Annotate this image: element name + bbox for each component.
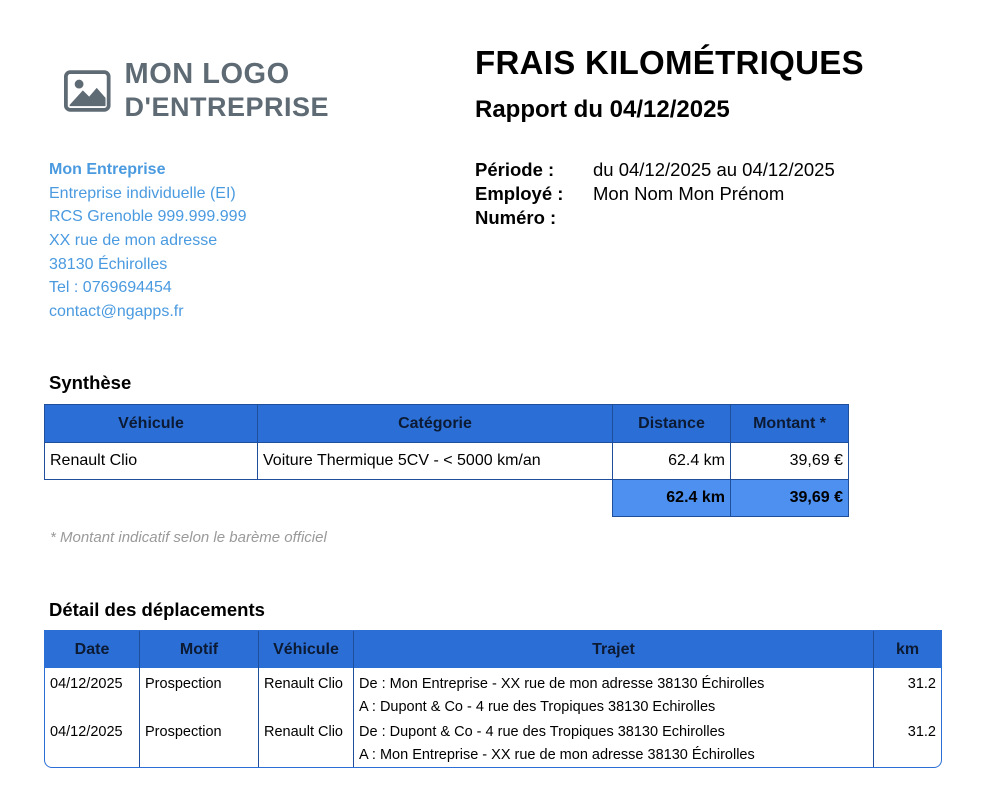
cell-vehicle: Renault Clio xyxy=(45,443,258,480)
col-vehicle: Véhicule xyxy=(45,405,258,443)
company-logo xyxy=(64,56,329,126)
info-label: Employé : xyxy=(475,183,564,204)
col-route: Trajet xyxy=(354,631,874,668)
col-distance: Distance xyxy=(613,405,731,443)
summary-note: * Montant indicatif selon le barème officiel xyxy=(50,529,327,546)
detail-heading: Détail des déplacements xyxy=(49,599,265,620)
table-row xyxy=(45,443,849,480)
cell-amount: 39,69 € xyxy=(731,443,849,480)
report-info xyxy=(475,158,835,230)
route-from: De : Dupont & Co - 4 rue des Tropiques 38130 Echirolles xyxy=(359,724,725,740)
cell-motif: Prospection xyxy=(140,668,259,722)
col-vehicle: Véhicule xyxy=(259,631,354,668)
info-label: Période : xyxy=(475,159,555,180)
cell-route xyxy=(354,722,874,768)
table-row xyxy=(45,668,941,722)
cell-motif: Prospection xyxy=(140,722,259,768)
cell-km: 31.2 xyxy=(907,676,936,692)
logo-line-2: D'ENTREPRISE xyxy=(124,92,329,122)
logo-text xyxy=(125,58,329,124)
company-rcs: RCS Grenoble 999.999.999 xyxy=(49,208,247,226)
detail-table xyxy=(45,631,941,768)
cell-vehicle: Renault Clio xyxy=(259,668,354,722)
total-distance: 62.4 km xyxy=(613,480,731,517)
cell-date: 04/12/2025 xyxy=(45,722,140,768)
company-phone: Tel : 0769694454 xyxy=(49,279,172,297)
blank-cell xyxy=(258,480,613,517)
company-legal-form: Entreprise individuelle (EI) xyxy=(49,184,236,202)
summary-table xyxy=(44,404,849,517)
company-name: Mon Entreprise xyxy=(49,161,166,178)
table-row xyxy=(45,722,941,768)
company-details xyxy=(49,158,246,324)
company-city: 38130 Échirolles xyxy=(49,255,168,273)
info-number xyxy=(475,206,835,230)
cell-category: Voiture Thermique 5CV - < 5000 km/an xyxy=(258,443,613,480)
image-placeholder-icon xyxy=(64,58,111,124)
total-row xyxy=(45,480,849,517)
company-email: contact@ngapps.fr xyxy=(49,303,184,321)
detail-table-container xyxy=(44,630,942,768)
cell-km: 31.2 xyxy=(907,724,936,740)
col-date: Date xyxy=(45,631,140,668)
col-motif: Motif xyxy=(140,631,259,668)
col-km: km xyxy=(874,631,942,668)
cell-distance: 62.4 km xyxy=(613,443,731,480)
company-street: XX rue de mon adresse xyxy=(49,232,218,250)
col-amount: Montant * xyxy=(731,405,849,443)
info-employee xyxy=(475,182,835,206)
info-label: Numéro : xyxy=(475,207,557,228)
report-title: FRAIS KILOMÉTRIQUES xyxy=(475,44,864,81)
total-amount: 39,69 € xyxy=(731,480,849,517)
route-from: De : Mon Entreprise - XX rue de mon adresse 38130 Échirolles xyxy=(359,676,765,692)
info-value: du 04/12/2025 au 04/12/2025 xyxy=(593,159,835,180)
summary-header-row xyxy=(45,405,849,443)
route-to: A : Dupont & Co - 4 rue des Tropiques 38130 Echirolles xyxy=(359,699,716,715)
logo-line-1: MON LOGO xyxy=(124,58,290,90)
cell-vehicle: Renault Clio xyxy=(259,722,354,768)
cell-date: 04/12/2025 xyxy=(45,668,140,722)
summary-heading: Synthèse xyxy=(49,372,132,393)
info-period xyxy=(475,158,835,182)
col-category: Catégorie xyxy=(258,405,613,443)
blank-cell xyxy=(45,480,258,517)
report-subtitle: Rapport du 04/12/2025 xyxy=(475,96,730,123)
info-value: Mon Nom Mon Prénom xyxy=(593,183,785,204)
route-to: A : Mon Entreprise - XX rue de mon adresse 38130 Échirolles xyxy=(359,747,755,763)
cell-route xyxy=(354,668,874,722)
detail-header-row xyxy=(45,631,941,668)
